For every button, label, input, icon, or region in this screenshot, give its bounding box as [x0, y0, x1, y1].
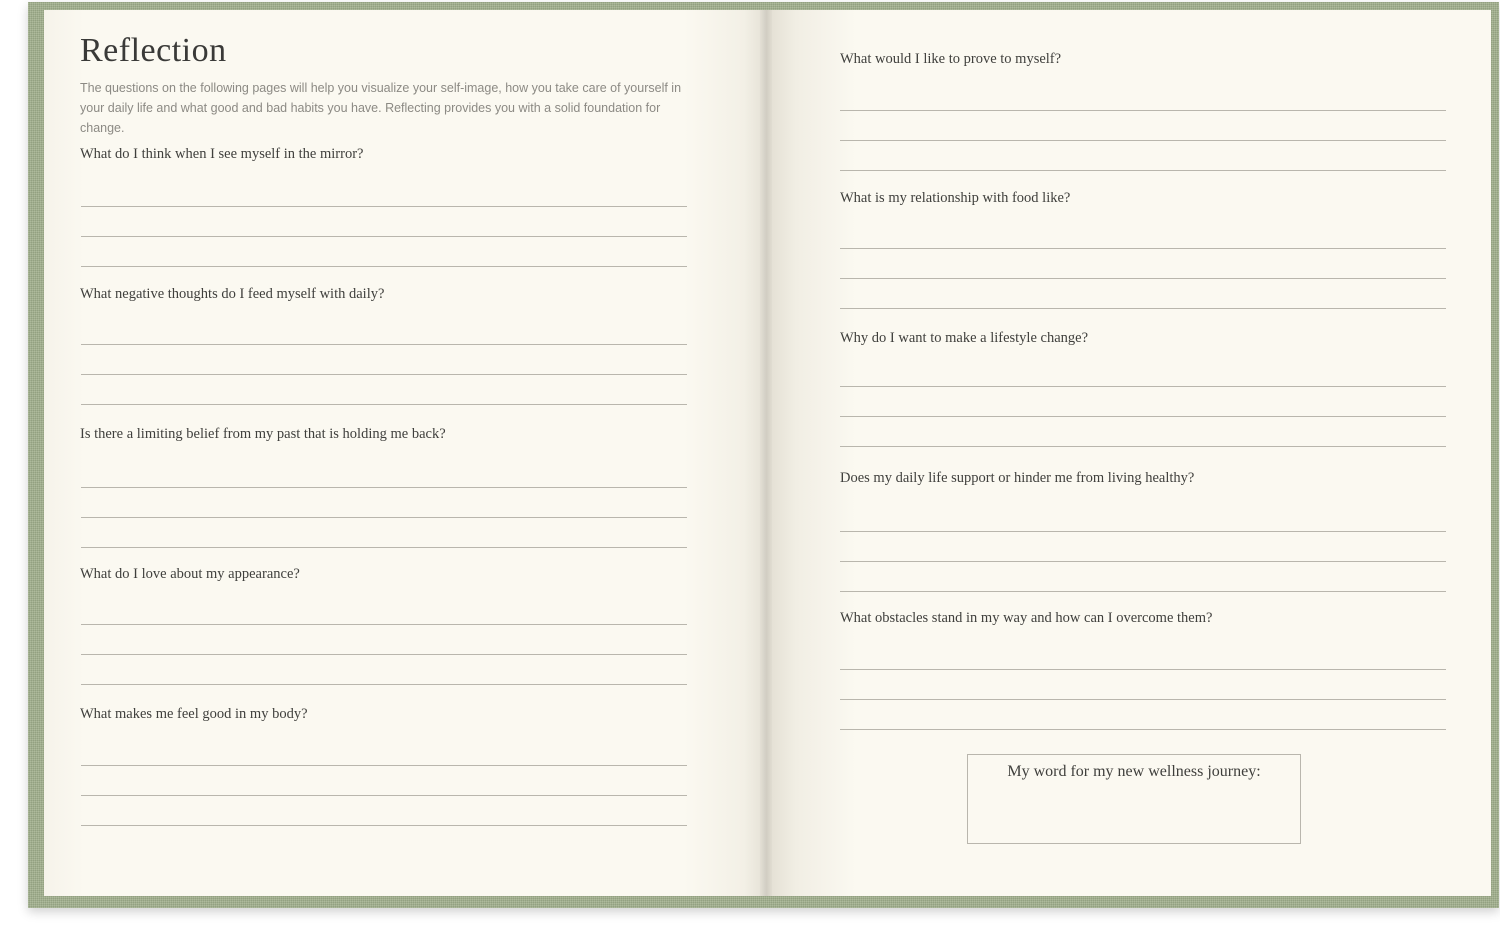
question-food-relationship: What is my relationship with food like?: [840, 190, 1071, 206]
page-title: Reflection: [80, 32, 227, 69]
answer-line[interactable]: [81, 684, 687, 685]
answer-line[interactable]: [81, 825, 687, 826]
answer-line[interactable]: [840, 278, 1446, 279]
answer-line[interactable]: [81, 374, 687, 375]
answer-line[interactable]: [81, 236, 687, 237]
answer-line[interactable]: [81, 795, 687, 796]
answer-line[interactable]: [840, 386, 1446, 387]
answer-line[interactable]: [81, 517, 687, 518]
intro-text: The questions on the following pages will help you visualize your self-image, how you take care of yourself in your daily life and what good and bad habits you have. Reflecting provides you with a solid foundation for change.: [80, 81, 682, 135]
answer-line[interactable]: [81, 624, 687, 625]
question-appearance: What do I love about my appearance?: [80, 566, 300, 582]
question-feel-good: What makes me feel good in my body?: [80, 706, 308, 722]
left-page: [44, 10, 766, 896]
answer-line[interactable]: [840, 561, 1446, 562]
answer-line[interactable]: [840, 446, 1446, 447]
wellness-word-box[interactable]: [967, 754, 1301, 844]
wellness-word-label: My word for my new wellness journey:: [1007, 763, 1261, 780]
answer-line[interactable]: [81, 765, 687, 766]
answer-line[interactable]: [840, 591, 1446, 592]
answer-line[interactable]: [81, 344, 687, 345]
question-obstacles: What obstacles stand in my way and how can I overcome them?: [840, 610, 1213, 626]
question-mirror: What do I think when I see myself in the mirror?: [80, 146, 364, 162]
question-limiting-belief: Is there a limiting belief from my past that is holding me back?: [80, 426, 446, 442]
question-lifestyle-change: Why do I want to make a lifestyle change?: [840, 330, 1089, 346]
answer-line[interactable]: [840, 308, 1446, 309]
answer-line[interactable]: [840, 699, 1446, 700]
book-spine: [760, 10, 772, 896]
answer-line[interactable]: [81, 206, 687, 207]
answer-line[interactable]: [81, 404, 687, 405]
answer-line[interactable]: [840, 416, 1446, 417]
answer-line[interactable]: [81, 654, 687, 655]
answer-line[interactable]: [81, 487, 687, 488]
answer-line[interactable]: [840, 170, 1446, 171]
question-prove-myself: What would I like to prove to myself?: [840, 51, 1062, 67]
answer-line[interactable]: [840, 140, 1446, 141]
question-negative-thoughts: What negative thoughts do I feed myself with daily?: [80, 286, 385, 302]
answer-line[interactable]: [840, 729, 1446, 730]
question-daily-life: Does my daily life support or hinder me from living healthy?: [840, 470, 1195, 486]
answer-line[interactable]: [840, 248, 1446, 249]
answer-line[interactable]: [81, 266, 687, 267]
answer-line[interactable]: [840, 669, 1446, 670]
answer-line[interactable]: [840, 110, 1446, 111]
answer-line[interactable]: [81, 547, 687, 548]
answer-line[interactable]: [840, 531, 1446, 532]
